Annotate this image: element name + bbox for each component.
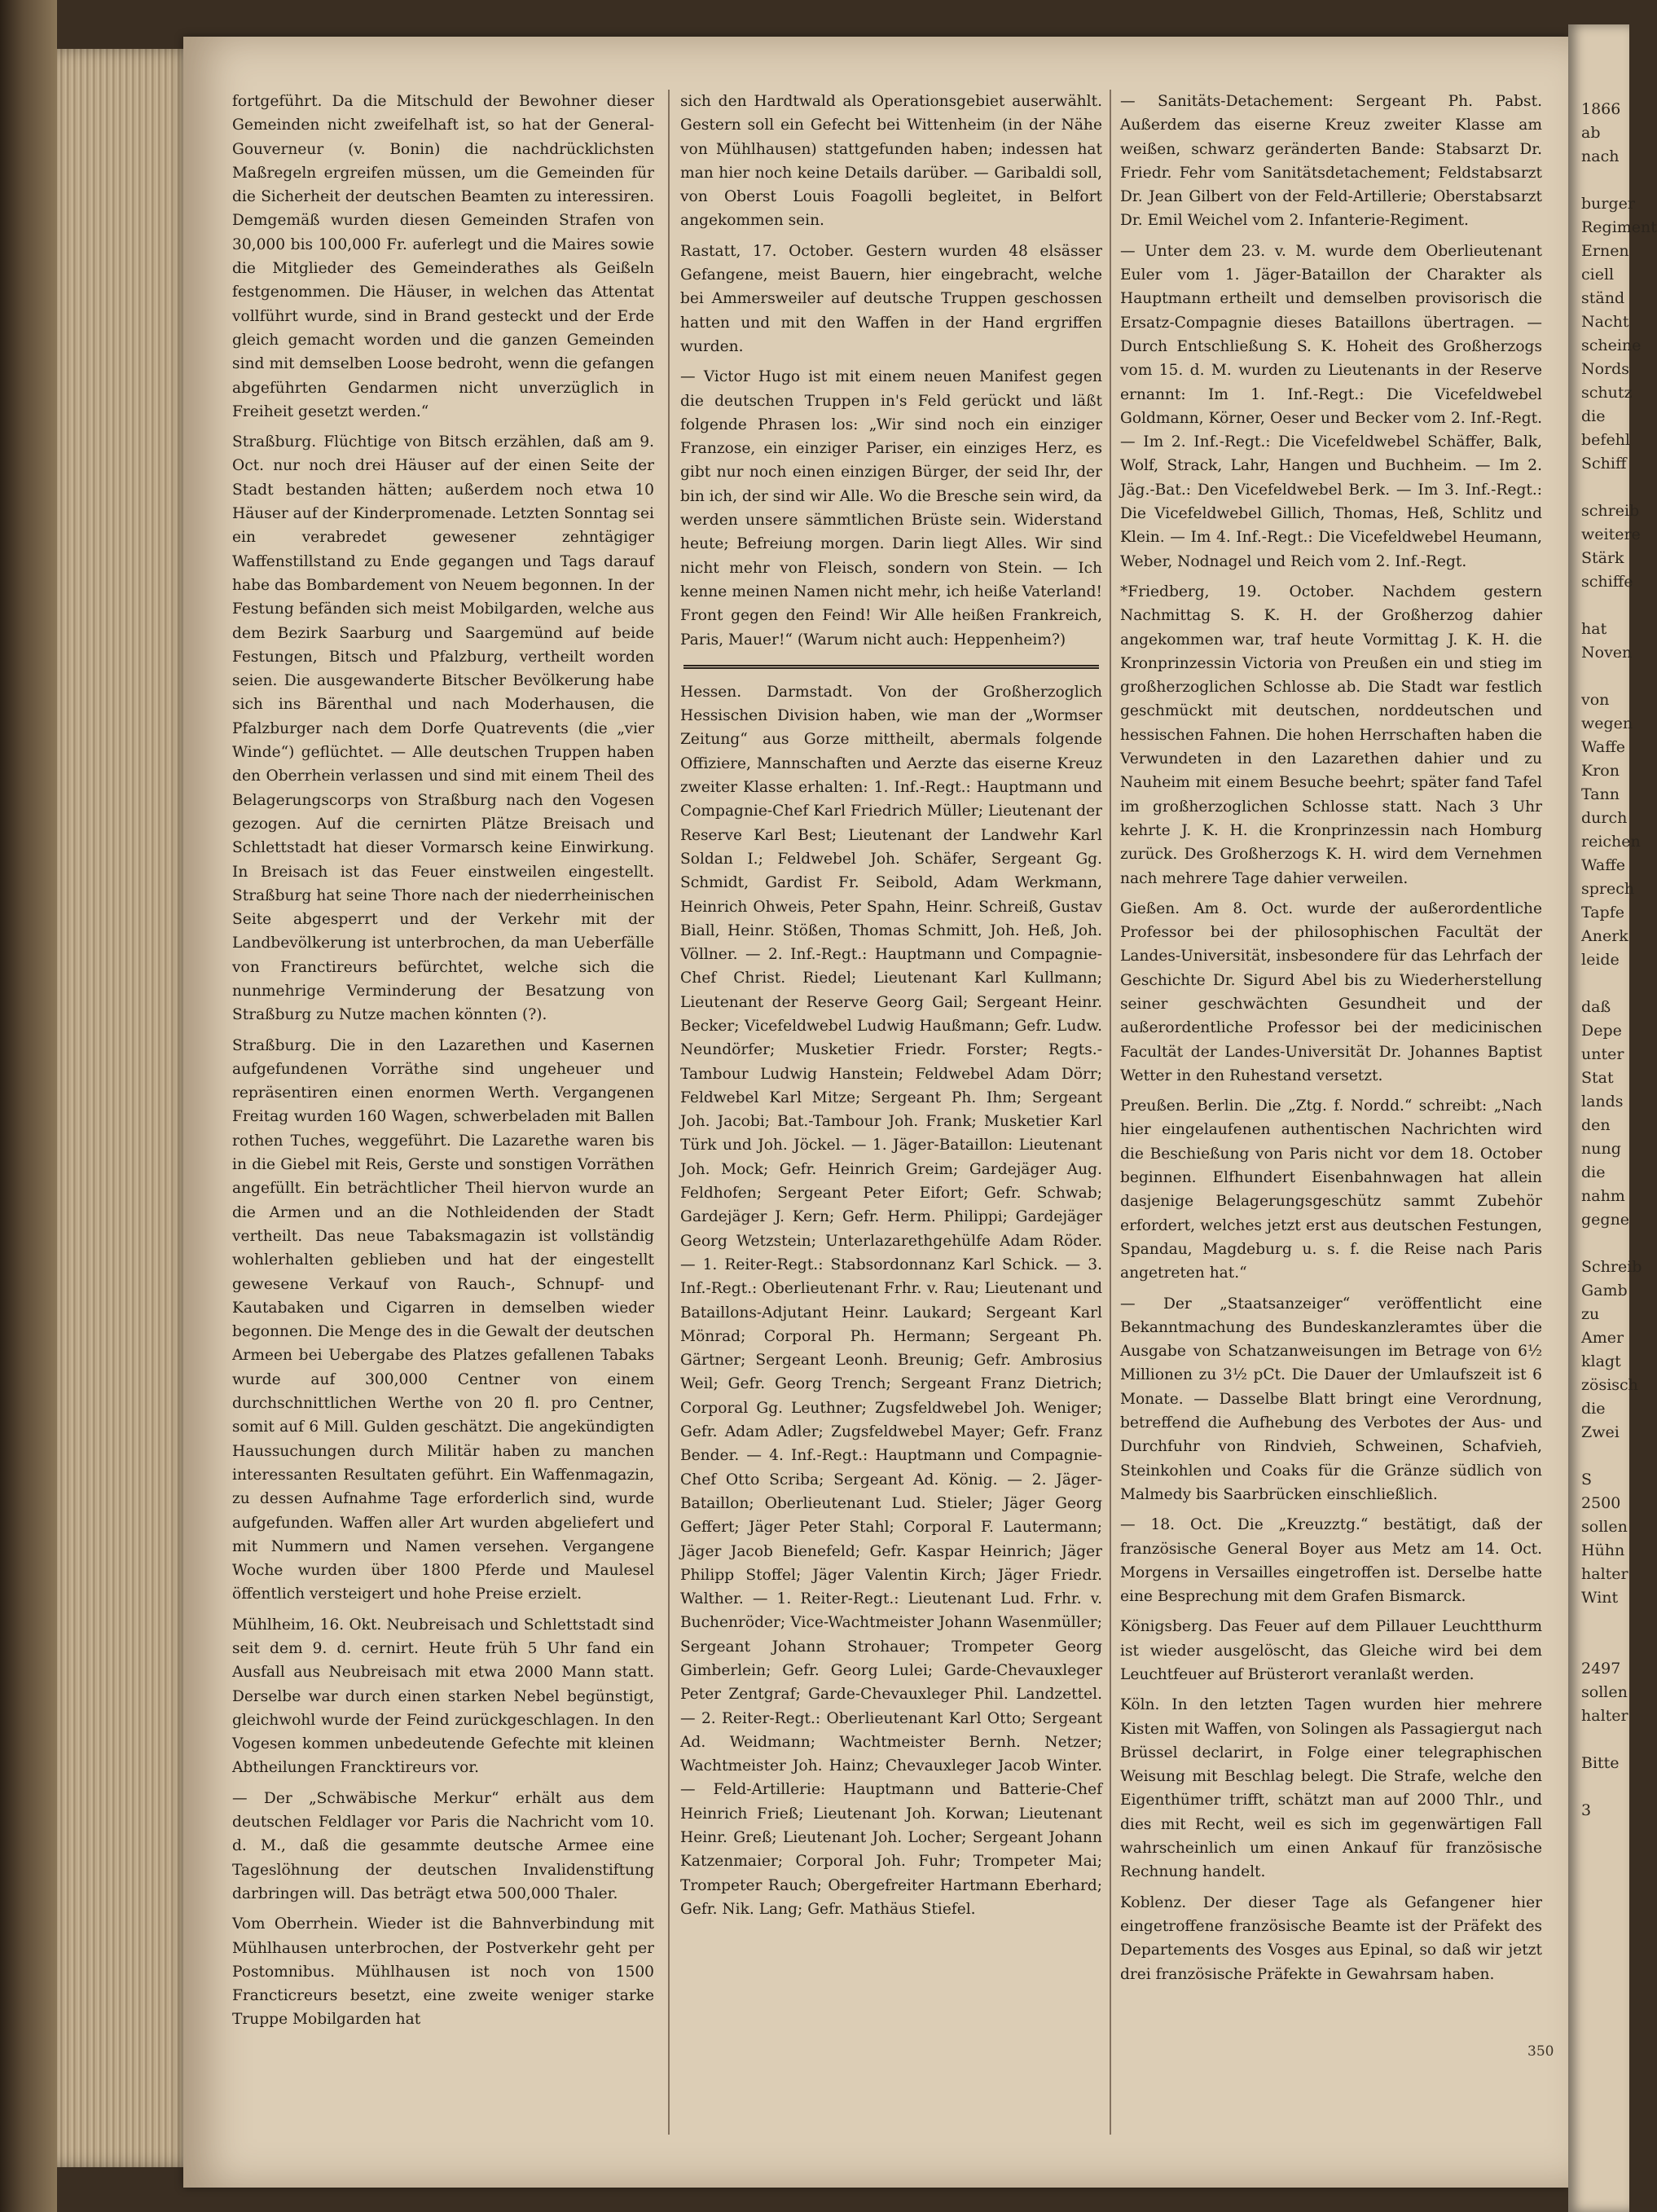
- adjacent-page-fragment: [1581, 1634, 1638, 1657]
- adjacent-page-fragment: [1581, 665, 1638, 688]
- article-paragraph: Gießen. Am 8. Oct. wurde der außerordentliche Professor bei der philosophischen Facultät der Landes-Universität, insbesondere für das Lehrfach der Geschichte Dr. Sigurd Abel bis zu Wiederherstellung seiner geschwächten Gesundheit und der außerordentliche Professor bei der medicinischen Facultät der Landes-Universität Dr. Johannes Baptist Wetter in den Ruhestand versetzt.: [1120, 899, 1542, 1084]
- adjacent-page-fragment: scheine: [1581, 336, 1642, 354]
- article-paragraph: — Unter dem 23. v. M. wurde dem Oberlieutenant Euler vom 1. Jäger-Bataillon der Charakter als Hauptmann ertheilt und demselben provisorisch die Ersatz-Compagnie dieses Bataillons übertragen. — Durch Entschließung S. K. Hoheit des Großherzogs vom 15. d. M. wurden zu Lieutenants in der Reserve ernannt: Im 1. Inf.-Regt.: Die Vicefeldwebel Goldmann, Körner, Oeser und Becker vom 2. Inf.-Regt. — Im 2. Inf.-Regt.: Die Vicefeldwebel Schäffer, Balk, Wolf, Strack, Lahr, Hangen und Buchheim. — Im 2. Jäg.-Bat.: Den Vicefeldwebel Berk. — Im 3. Inf.-Regt.: Die Vicefeldwebel Gillich, Thomas, Heß, Schlitz und Klein. — Im 4. Inf.-Regt.: Die Vicefeldwebel Heumann, Weber, Nodnagel und Reich vom 2. Inf.-Regt.: [1120, 242, 1542, 570]
- column-divider: [1110, 90, 1111, 2135]
- adjacent-page-fragment: von: [1581, 691, 1610, 709]
- article-paragraph: Hessen. Darmstadt. Von der Großherzoglich Hessischen Division haben, wie man der „Wormser Zeitung“ aus Gorze mittheilt, abermals folgende Offiziere, Mannschaften und Aerzte das eiserne Kreuz zweiter Klasse erhalten: 1. Inf.-Regt.: Hauptmann und Compagnie-Chef Karl Friedrich Müller; Lieutenant der Reserve Karl Best; Lieutenant der Landwehr Karl Soldan I.; Feldwebel Joh. Schäfer, Sergeant Gg. Schmidt, Gardist Fr. Seibold, Adam Werkmann, Heinrich Ohweis, Peter Spahn, Heinr. Schreiß, Gustav Biall, Heinr. Stößen, Thomas Schmitt, Joh. Heß, Joh. Völlner. — 2. Inf.-Regt.: Hauptmann und Compagnie-Chef Christ. Riedel; Lieutenant Karl Kullmann; Lieutenant der Reserve Georg Gail; Sergeant Heinr. Becker; Vicefeldwebel Ludwig Haußmann; Gefr. Ludw. Neundörfer; Musketier Friedr. Forster; Regts.-Tambour Ludwig Hanstein; Feldwebel Adam Dörr; Feldwebel Karl Mitze; Sergeant Ph. Ihm; Sergeant Joh. Jacobi; Bat.-Tambour Joh. Frank; Musketier Karl Türk und Joh. Jöckel. — 1. Jäger-Bataillon: Lieutenant Joh. Mock; Gefr. Heinrich Greim; Gardejäger Aug. Feldhofen; Sergeant Peter Eifort; Gefr. Schwab; Gardejäger J. Kern; Gefr. Herm. Philippi; Gardejäger Georg Wetzstein; Unterlazarethgehülfe Adam Röder. — 1. Reiter-Regt.: Stabsordonnanz Karl Schick. — 3. Inf.-Regt.: Oberlieutenant Frhr. v. Rau; Lieutenant und Bataillons-Adjutant Heinr. Laukard; Sergeant Karl Mönrad; Corporal Ph. Hermann; Sergeant Ph. Gärtner; Sergeant Leonh. Breunig; Gefr. Ambrosius Weil; Gefr. Georg Trench; Sergeant Franz Dietrich; Corporal Gg. Leuthner; Zugsfeldwebel Joh. Weniger; Gefr. Adam Adler; Zugsfeldwebel Mayer; Gefr. Franz Bender. — 4. Inf.-Regt.: Hauptmann und Compagnie-Chef Otto Scriba; Sergeant Ad. König. — 2. Jäger-Bataillon; Oberlieutenant Lud. Stieler; Jäger Georg Geffert; Jäger Peter Stahl; Corporal F. Lautermann; Jäger Jacob Bienefeld; Gefr. Kaspar Heinrich; Jäger Philipp Stoffel; Jäger Valentin Kirch; Jäger Friedr. Walther. — 1. Reiter-Regt.: Lieutenant Lud. Frhr. v. Buchenröder; Vice-Wachtmeister Johann Wasenmüller; Sergeant Johann Strohauer; Trompeter Georg Gimberlein; Gefr. Georg Lulei; Garde-Chevauxleger Peter Zentgraf; Garde-Chevauxleger Phil. Landzettel. — 2. Reiter-Regt.: Oberlieutenant Karl Otto; Sergeant Ad. Weidmann; Wachtmeister Bernh. Netzer; Wachtmeister Joh. Hainz; Chevauxleger Jacob Winter. — Feld-Artillerie: Hauptmann und Batterie-Chef Heinrich Frieß; Lieutenant Joh. Korwan; Lieutenant Heinr. Greß; Lieutenant Joh. Locher; Sergeant Johann Katzenmaier; Corporal Joh. Fuhr; Trompeter Mai; Trompeter Rauch; Obergefreiter Hartmann Eberhard; Gefr. Nik. Lang; Gefr. Mathäus Stiefel.: [680, 683, 1102, 1918]
- adjacent-page-fragment: sprech: [1581, 880, 1635, 898]
- adjacent-page-fragment: gegne: [1581, 1211, 1630, 1229]
- adjacent-page-fragment: die: [1581, 407, 1606, 425]
- adjacent-page-fragment: Nacht: [1581, 313, 1629, 331]
- adjacent-page-fragment: nung: [1581, 1140, 1621, 1158]
- adjacent-page-fragment: [1581, 1728, 1638, 1752]
- adjacent-page-fragment: Noven: [1581, 644, 1633, 662]
- adjacent-page-fragment: Anerk: [1581, 927, 1628, 945]
- article-paragraph: — Der „Staatsanzeiger“ veröffentlicht eine Bekanntmachung des Bundeskanzleramtes über die Ausgabe von Schatzanweisungen im Betrage von 6½ Millionen zu 3½ pCt. Die Dauer der Umlaufszeit ist 6 Monate. — Dasselbe Blatt bringt eine Verordnung, betreffend die Aufhebung des Verbotes der Aus- und Durchfuhr von Rindvieh, Schweinen, Schafvieh, Steinkohlen und Coaks für die Gränze südlich von Malmedy bis Saarbrücken einschließlich.: [1120, 1295, 1542, 1503]
- adjacent-page-fragment: Gamb: [1581, 1282, 1628, 1299]
- adjacent-page-fragment: weitere: [1581, 526, 1641, 543]
- adjacent-page-fragment: S: [1581, 1471, 1593, 1489]
- adjacent-page-fragment: Ernen: [1581, 242, 1629, 260]
- article-paragraph: sich den Hardtwald als Operationsgebiet auserwählt. Gestern soll ein Gefecht bei Wittenheim (in der Nähe von Mühlhausen) stattgefunden haben; indessen hat man hier noch keine Details darüber. — Garibaldi soll, von Oberst Louis Foagolli begleitet, in Belfort angekommen sein.: [680, 93, 1102, 230]
- adjacent-page-fragment: reichen: [1581, 833, 1641, 851]
- adjacent-page-fragment: halter: [1581, 1565, 1628, 1583]
- article-paragraph: Straßburg. Flüchtige von Bitsch erzählen, daß am 9. Oct. nur noch drei Häuser auf der einen Seite der Stadt bestanden hätten; außerdem noch etwa 10 Häuser auf der Kinderpromenade. Letzten Sonntag sei ein verabredet gewesener zehntägiger Waffenstillstand zu Ende gegangen und Tags darauf habe das Bombardement von Neuem begonnen. In der Festung befänden sich meist Mobilgarden, welche aus dem Bezirk Saarburg und Saargemünd auf beide Festungen, Bitsch und Pfalzburg, vertheilt worden seien. Die ausgewanderte Bitscher Bevölkerung habe sich ins Bärenthal und nach Moderhausen, die Pfalzburger nach dem Dorfe Quatrevents (die „vier Winde“) geflüchtet. — Alle deutschen Truppen haben den Oberrhein verlassen und sind mit einem Theil des Belagerungscorps von Straßburg nach den Vogesen gezogen. Auf die cernirten Plätze Breisach und Schlettstadt hat dieser Vormarsch keine Einwirkung. In Breisach ist das Feuer einstweilen eingestellt. Straßburg hat seine Thore nach der niederrheinischen Seite abgesperrt und der Verkehr mit der Landbevölkerung ist unterbrochen, da man Ueberfälle von Franctireurs befürchtet, welche sich die nunmehrige Verminderung der Besatzung von Straßburg zu Nutze machen könnten (?).: [232, 433, 654, 1024]
- adjacent-page-fragment: Wint: [1581, 1589, 1619, 1607]
- adjacent-page-fragment: ständ: [1581, 289, 1625, 307]
- adjacent-page-fragment: [1581, 594, 1638, 618]
- adjacent-page-fragment: Hühn: [1581, 1541, 1625, 1559]
- adjacent-page-fragment: sollen: [1581, 1683, 1628, 1701]
- article-paragraph: — Sanitäts-Detachement: Sergeant Ph. Pabst. Außerdem das eiserne Kreuz zweiter Klasse am weißen, schwarz geränderten Bande: Stabsarzt Dr. Friedr. Fehr vom Sanitätsdetachement; Feldstabsarzt Dr. Jean Gilbert von der Feld-Artillerie; Oberstabsarzt Dr. Emil Weichel vom 2. Infanterie-Regiment.: [1120, 93, 1542, 230]
- text-column-3: [1120, 90, 1542, 1986]
- adjacent-page-fragment: [1581, 169, 1638, 192]
- adjacent-page-fragment: zu: [1581, 1305, 1600, 1323]
- adjacent-page-fragment: wegen: [1581, 715, 1633, 732]
- adjacent-page-fragment: ciell: [1581, 266, 1615, 284]
- adjacent-page-fragment: [1581, 1775, 1638, 1799]
- text-column-2: [680, 90, 1102, 1921]
- adjacent-page-fragment: die: [1581, 1163, 1606, 1181]
- article-paragraph: *Friedberg, 19. October. Nachdem gestern Nachmittag S. K. H. der Großherzog dahier angekommen war, traf heute Vormittag J. K. H. die Kronprinzessin Victoria von Preußen ein und stieg im großherzoglichen Schlosse ab. Die Stadt war festlich geschmückt mit deutschen, norddeutschen und hessischen Fahnen. Die hohen Herrschaften haben die Verwundeten in den Lazarethen dahier und zu Nauheim mit einem Besuche beehrt; später fand Tafel im großherzoglichen Schlosse statt. Nach 3 Uhr kehrte J. K. H. die Kronprinzessin nach Homburg zurück. Des Großherzogs K. H. wird dem Vernehmen nach mehrere Tage dahier verweilen.: [1120, 583, 1542, 887]
- adjacent-page-fragment: unter: [1581, 1045, 1624, 1063]
- adjacent-page-fragment: Stärk: [1581, 549, 1624, 567]
- adjacent-page-fragment: [1581, 972, 1638, 996]
- adjacent-page-fragment: Waffe: [1581, 738, 1625, 756]
- article-paragraph: — Der „Schwäbische Merkur“ erhält aus dem deutschen Feldlager vor Paris die Nachricht vom 10. d. M., daß die gesammte deutsche Armee eine Tageslöhnung der deutschen Invalidenstiftung darbringen will. Das beträgt etwa 500,000 Thaler.: [232, 1789, 654, 1902]
- article-paragraph: Koblenz. Der dieser Tage als Gefangener hier eingetroffene französische Beamte ist der Präfekt des Departements des Vosges aus Epinal, so daß wir jetzt drei französische Präfekte in Gewahrsam haben.: [1120, 1893, 1542, 1983]
- adjacent-page-fragment: Stat: [1581, 1069, 1614, 1087]
- adjacent-page-fragment: schreib: [1581, 502, 1640, 520]
- adjacent-page-fragment: sollen: [1581, 1518, 1628, 1536]
- article-paragraph: — 18. Oct. Die „Kreuzztg.“ bestätigt, daß der französische General Boyer aus Metz am 14. Oct. Morgens in Versailles eingetroffen ist. Derselbe hatte eine Besprechung mit dem Grafen Bismarck.: [1120, 1516, 1542, 1606]
- adjacent-page-fragment: Zwei: [1581, 1423, 1620, 1441]
- adjacent-page-fragment: leide: [1581, 951, 1620, 969]
- article-paragraph: fortgeführt. Da die Mitschuld der Bewohner dieser Gemeinden nicht zweifelhaft ist, so hat der General-Gouverneur (v. Bonin) die nachdrücklichsten Maßregeln ergreifen müssen, um die Gemeinden für die Sicherheit der deutschen Beamten zu interessiren. Demgemäß wurden diesen Gemeinden Strafen von 30,000 bis 100,000 Fr. auferlegt und die Maires sowie die Mitglieder des Gemeinderathes als Geißeln festgenommen. Die Häuser, in welchen das Attentat vollführt wurde, sind in Brand gesteckt und der Erde gleich gemacht worden und die ganzen Gemeinden sind mit demselben Loose bedroht, wenn die gefangen abgeführten Gendarmen nicht unverzüglich in Freiheit gesetzt werden.“: [232, 93, 654, 420]
- adjacent-page-fragment: [1581, 1232, 1638, 1256]
- article-paragraph: Vom Oberrhein. Wieder ist die Bahnverbindung mit Mühlhausen unterbrochen, der Postverkehr geht per Postomnibus. Mühlhausen ist noch von 1500 Francticreurs besetzt, eine zweite weniger starke Truppe Mobilgarden hat: [232, 1915, 654, 2029]
- adjacent-page-fragment: schiffe: [1581, 573, 1633, 591]
- article-paragraph: Köln. In den letzten Tagen wurden hier mehrere Kisten mit Waffen, von Solingen als Passagiergut nach Brüssel declarirt, in Folge einer telegraphischen Weisung mit Beschlag belegt. Die Strafe, welche den Eigenthümer trifft, schätzt man auf 2000 Thlr., und dies mit Recht, weil es sich im gegenwärtigen Fall wahrscheinlich um einen Ankauf für französische Rechnung handelt.: [1120, 1696, 1542, 1881]
- adjacent-page-fragment: halter: [1581, 1707, 1628, 1725]
- article-paragraph: Straßburg. Die in den Lazarethen und Kasernen aufgefundenen Vorräthe sind ungeheuer und repräsentiren einen enormen Werth. Vergangenen Freitag wurden 160 Wagen, schwerbeladen mit Ballen rothen Tuches, weggeführt. Die Lazarethe waren bis in die Giebel mit Reis, Gerste und sonstigen Vorräthen angefüllt. Ein beträchtlicher Theil hiervon wurde an die Armen und an die Nothleidenden der Stadt vertheilt. Das neue Tabaksmagazin ist vollständig wohlerhalten geblieben und hat der eingestellt gewesene Verkauf von Rauch-, Schnupf- und Kautabaken und Cigarren in demselben wieder begonnen. Die Menge des in die Gewalt der deutschen Armeen bei Uebergabe des Platzes gefallenen Tabaks wurde auf 300,000 Centner von einem durchschnittlichen Werthe von 20 fl. pro Centner, somit auf 6 Mill. Gulden geschätzt. Die angekündigten Haussuchungen durch Militär haben zu manchen interessanten Resultaten geführt. Ein Waffenmagazin, zu dessen Aufnahme Tage erforderlich sind, wurde aufgefunden. Waffen aller Art wurden abgeliefert und mit Nummern und Namen versehen. Vergangene Woche wurden über 1800 Pferde und Maulesel öffentlich versteigert und hohe Preise erzielt.: [232, 1036, 654, 1603]
- adjacent-page-fragment: ab: [1581, 124, 1601, 142]
- adjacent-page-edge: [1568, 24, 1657, 2212]
- adjacent-page-fragment: 3: [1581, 1801, 1592, 1819]
- adjacent-page-fragment: 1866: [1581, 100, 1621, 118]
- adjacent-page-fragment: befehl: [1581, 431, 1630, 449]
- adjacent-page-fragment: den: [1581, 1116, 1611, 1134]
- adjacent-page-fragment: nahm: [1581, 1187, 1625, 1205]
- page-number: 350: [1527, 2043, 1554, 2060]
- adjacent-page-fragment: die: [1581, 1400, 1606, 1418]
- adjacent-page-fragment: [1581, 476, 1638, 499]
- adjacent-page-fragment: Nords: [1581, 360, 1630, 378]
- adjacent-page-fragment: [1581, 1445, 1638, 1468]
- adjacent-page-fragment: Tann: [1581, 785, 1620, 803]
- adjacent-page-fragment: Schiff: [1581, 455, 1627, 473]
- adjacent-page-fragment: hat: [1581, 620, 1607, 638]
- section-rule: [683, 665, 1099, 669]
- page-edges: [57, 49, 196, 2167]
- adjacent-page-text: [1581, 98, 1657, 1823]
- adjacent-page-fragment: lands: [1581, 1093, 1624, 1110]
- adjacent-page-fragment: Bitte: [1581, 1754, 1620, 1772]
- adjacent-page-fragment: Depe: [1581, 1022, 1622, 1040]
- adjacent-page-fragment: zösisch: [1581, 1376, 1638, 1394]
- adjacent-page-fragment: Schreib: [1581, 1258, 1642, 1276]
- adjacent-page-fragment: daß: [1581, 998, 1611, 1016]
- adjacent-page-fragment: Tapfe: [1581, 904, 1624, 921]
- adjacent-page-fragment: 2500: [1581, 1494, 1621, 1512]
- article-paragraph: — Victor Hugo ist mit einem neuen Manifest gegen die deutschen Truppen in's Feld gerückt und läßt folgende Phrasen los: „Wir sind noch ein einziger Franzose, ein einziger Pariser, ein einziges Herz, es gibt nur noch einen einzigen Bürger, der seid Ihr, der bin ich, der sind wir Alle. Wo die Bresche sein wird, da werden unsere sämmtlichen Brüste sein. Widerstand heute; Befreiung morgen. Darin liegt Alles. Wir sind nicht mehr von Fleisch, sondern von Stein. — Ich kenne meinen Namen nicht mehr, ich heiße Vaterland! Front gegen den Feind! Wir Alle heißen Frankreich, Paris, Mauer!“ (Warum nicht auch: Heppenheim?): [680, 368, 1102, 649]
- column-divider: [668, 90, 670, 2135]
- adjacent-page-fragment: durch: [1581, 809, 1628, 827]
- article-paragraph: Rastatt, 17. October. Gestern wurden 48 elsässer Gefangene, meist Bauern, hier eingebracht, welche bei Ammersweiler auf deutsche Truppen geschossen hatten und mit den Waffen in der Hand ergriffen wurden.: [680, 242, 1102, 355]
- adjacent-page-fragment: [1581, 1610, 1638, 1634]
- text-column-1: [232, 90, 654, 2032]
- adjacent-page-fragment: Waffe: [1581, 856, 1625, 874]
- adjacent-page-fragment: 2497: [1581, 1660, 1621, 1678]
- article-paragraph: Königsberg. Das Feuer auf dem Pillauer Leuchtthurm ist wieder ausgelöscht, das Gleiche wird bei dem Leuchtfeuer auf Brüsterort veranlaßt werden.: [1120, 1618, 1542, 1683]
- adjacent-page-fragment: klagt: [1581, 1352, 1621, 1370]
- book-spine: [0, 0, 57, 2212]
- adjacent-page-fragment: burger: [1581, 195, 1635, 213]
- adjacent-page-fragment: Kron: [1581, 762, 1620, 780]
- adjacent-page-fragment: Regiment: [1581, 218, 1657, 236]
- adjacent-page-fragment: nach: [1581, 147, 1620, 165]
- adjacent-page-fragment: Amer: [1581, 1329, 1624, 1347]
- article-paragraph: Preußen. Berlin. Die „Ztg. f. Nordd.“ schreibt: „Nach hier eingelaufenen authentischen Nachrichten wird die Beschießung von Paris nicht vor dem 18. October beginnen. Elfhundert Eisenbahnwagen hat allein dasjenige Belagerungsgeschütz sammt Zubehör erfordert, welches jetzt erst aus deutschen Festungen, Spandau, Magdeburg u. s. f. die Reise nach Paris angetreten hat.“: [1120, 1097, 1542, 1282]
- article-paragraph: Mühlheim, 16. Okt. Neubreisach und Schlettstadt sind seit dem 9. d. cernirt. Heute früh 5 Uhr fand ein Ausfall aus Neubreisach mit etwa 2000 Mann statt. Derselbe war durch einen starken Nebel begünstigt, gleichwohl wurde der Feind zurückgeschlagen. In den Vogesen kommen unbedeutende Gefechte mit kleinen Abtheilungen Francktireurs vor.: [232, 1616, 654, 1777]
- adjacent-page-fragment: schutz: [1581, 384, 1633, 402]
